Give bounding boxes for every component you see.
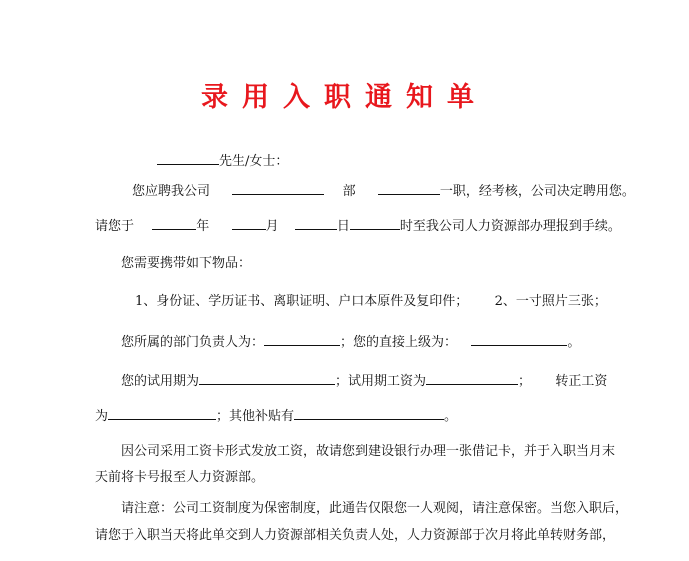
report-suffix: 时至我公司人力资源部办理报到手续。: [399, 219, 621, 234]
regular-salary-prefix: 为: [95, 409, 109, 424]
offer-prefix: 您应聘我公司: [132, 184, 211, 199]
allowance-end: 。: [444, 409, 458, 424]
notice-line-2: 请您于入职当天将此单交到人力资源部相关负责人处，人力资源部于次月将此单转财务部，: [95, 528, 616, 543]
bank-card-line-1: 因公司采用工资卡形式发放工资，故请您到建设银行办理一张借记卡，并于入职当月末: [121, 444, 616, 459]
report-date-line: [95, 216, 621, 236]
probation-line: [121, 371, 607, 391]
allowance-label: ；其他补贴有: [216, 409, 295, 424]
bank-card-line-2: 天前将卡号报至人力资源部。: [95, 470, 265, 485]
dept-label: 部: [342, 184, 356, 199]
month-blank[interactable]: [232, 216, 266, 230]
name-blank[interactable]: [157, 151, 219, 165]
supervisor-end: 。: [567, 335, 581, 350]
notice-line-1: 请注意：公司工资制度为保密制度，此通告仅限您一人观阅，请注意保密。当您入职后，: [121, 501, 629, 516]
item-1: 1、身份证、学历证书、离职证明、户口本原件及复印件；: [135, 294, 469, 309]
probation-salary-blank[interactable]: [426, 371, 518, 385]
regular-salary-blank[interactable]: [108, 406, 216, 420]
time-blank[interactable]: [350, 216, 400, 230]
year-blank[interactable]: [152, 216, 196, 230]
dept-head-blank[interactable]: [264, 332, 340, 346]
probation-blank[interactable]: [199, 371, 335, 385]
probation-salary-end: ；: [518, 374, 532, 389]
allowance-line: [95, 406, 457, 426]
direct-manager-label: ；您的直接上级为：: [340, 335, 458, 350]
item-2: 2、一寸照片三张；: [494, 294, 607, 309]
offer-suffix: 一职，经考核，公司决定聘用您。: [439, 184, 635, 199]
offer-line: [132, 181, 635, 201]
report-prefix: 请您于: [95, 219, 135, 234]
year-label: 年: [196, 219, 210, 234]
greeting-text: 先生/女士：: [219, 154, 289, 169]
supervisor-line: [121, 332, 580, 352]
month-label: 月: [265, 219, 279, 234]
day-blank[interactable]: [295, 216, 337, 230]
company-dept-blank[interactable]: [232, 181, 324, 195]
probation-salary-label: ；试用期工资为: [335, 374, 427, 389]
day-label: 日: [336, 219, 350, 234]
dept-head-label: 您所属的部门负责人为：: [121, 335, 265, 350]
direct-manager-blank[interactable]: [471, 332, 567, 346]
document-title: 录用入职通知单: [201, 82, 488, 113]
regular-salary-label: 转正工资: [555, 374, 608, 389]
greeting-line: [157, 151, 288, 171]
probation-label: 您的试用期为: [121, 374, 200, 389]
position-blank[interactable]: [378, 181, 440, 195]
items-intro: 您需要携带如下物品：: [121, 256, 252, 271]
items-line: [135, 293, 607, 311]
allowance-blank[interactable]: [294, 406, 444, 420]
